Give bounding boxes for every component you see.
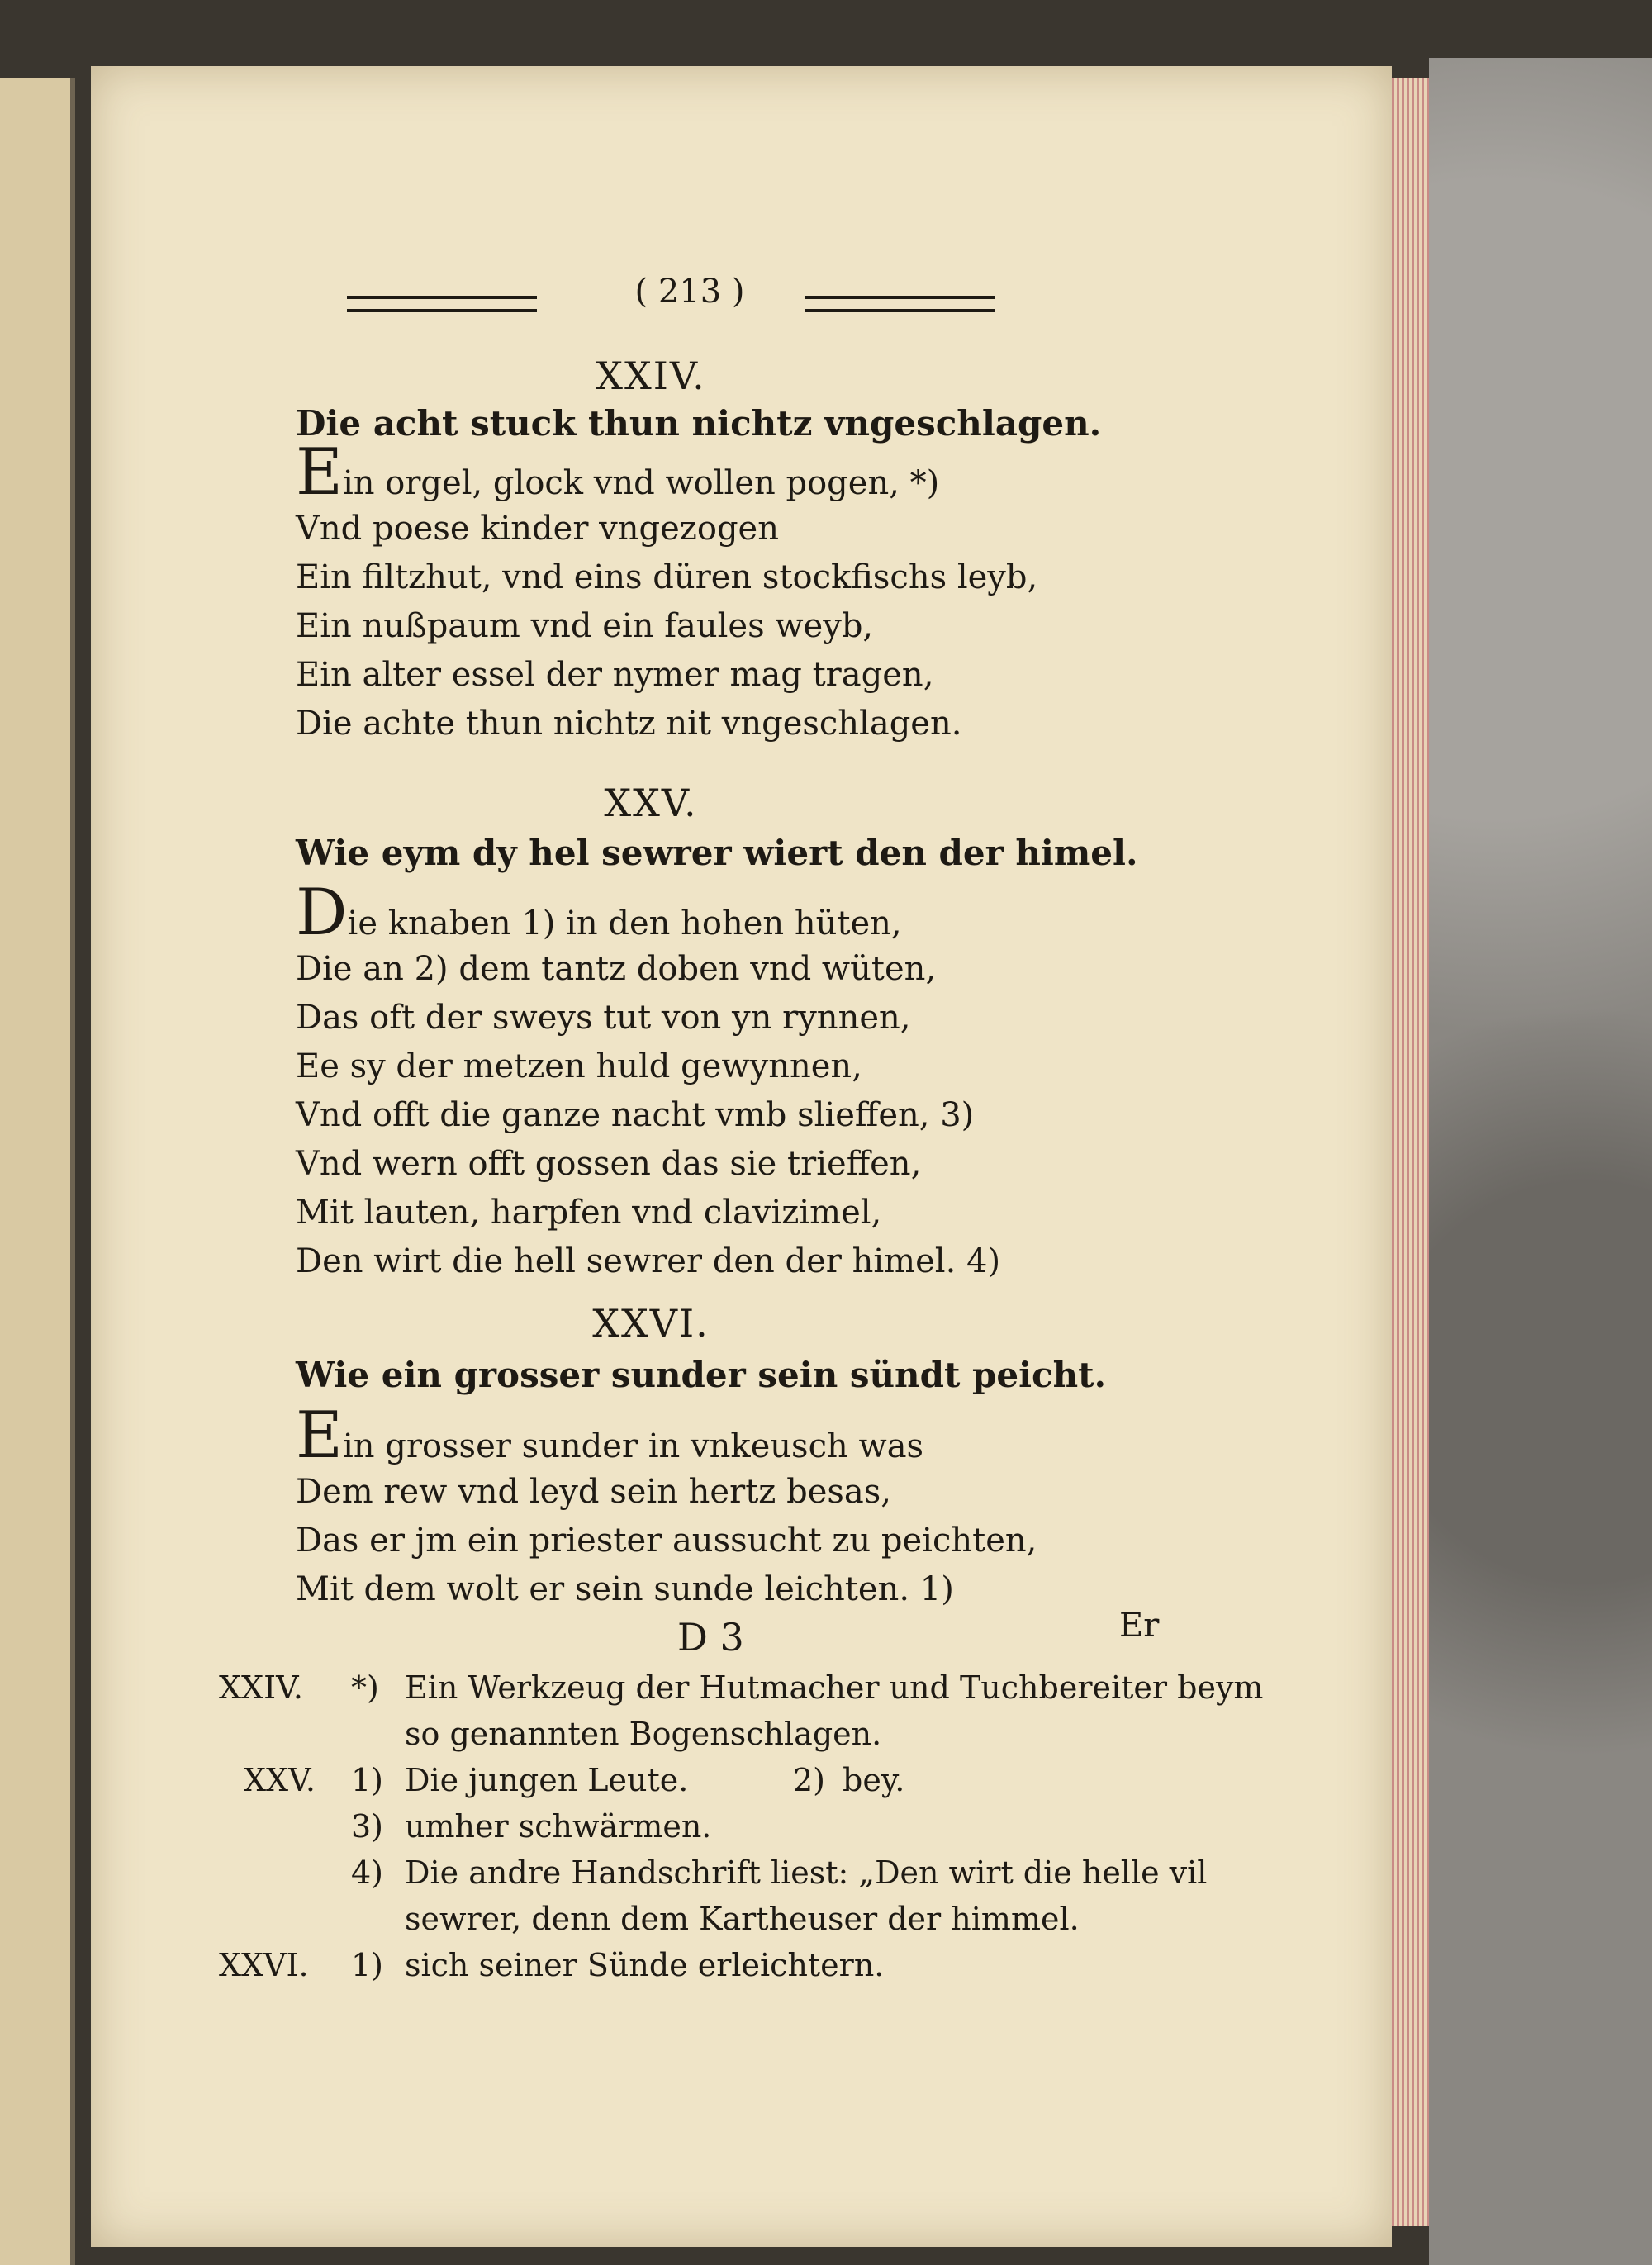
footnote-text: umher schwärmen. xyxy=(405,1808,712,1845)
verse-line: Die knaben 1) in den hohen hüten, xyxy=(296,876,902,950)
section-title: Die acht stuck thun nichtz vngeschlagen. xyxy=(296,403,1102,444)
header-rule-left xyxy=(347,296,537,312)
book-cover xyxy=(1429,58,1652,2265)
footnote-mark: 4) xyxy=(351,1854,384,1891)
footnote-row xyxy=(219,1664,1264,1711)
verse-line: Vnd poese kinder vngezogen xyxy=(296,510,779,548)
footnote-label: XXVI. xyxy=(219,1947,309,1983)
section-number: XXVI. xyxy=(592,1301,710,1346)
verse-line: Das er jm ein priester aussucht zu peichten, xyxy=(296,1522,1037,1560)
footnote-row xyxy=(219,1850,1208,1896)
verse-block xyxy=(296,876,1001,1286)
verse-line: Ein filtzhut, vnd eins düren stockfischs leyb, xyxy=(296,558,1038,596)
footnote-row xyxy=(219,1942,1177,1988)
verse-line: Ein orgel, glock vnd wollen pogen, *) xyxy=(296,435,940,510)
footnote-mark: 3) xyxy=(351,1808,384,1845)
footnote-text: Die andre Handschrift liest: „Den wirt die helle vil xyxy=(405,1854,1208,1891)
verse-line: Das oft der sweys tut von yn rynnen, xyxy=(296,999,911,1037)
footnote-mark: 2) xyxy=(793,1762,826,1798)
verse-line: Dem rew vnd leyd sein hertz besas, xyxy=(296,1473,891,1511)
verse-line: Die achte thun nichtz nit vngeschlagen. xyxy=(296,705,962,743)
footnotes xyxy=(219,1664,1264,1988)
page-number: ( 213 ) xyxy=(634,273,745,311)
footnote-text: bey. xyxy=(843,1762,905,1798)
page-fore-edge xyxy=(1392,78,1429,2226)
footnote-mark: 1) xyxy=(351,1762,384,1798)
section-number: XXV. xyxy=(604,781,698,825)
verse-line: Mit dem wolt er sein sunde leichten. 1) xyxy=(296,1570,954,1608)
footnote-mark: 1) xyxy=(351,1947,384,1983)
footnote-text: Die jungen Leute. xyxy=(405,1762,689,1798)
verse-line: Die an 2) dem tantz doben vnd wüten, xyxy=(296,950,937,988)
section-title: Wie eym dy hel sewrer wiert den der himel. xyxy=(296,833,1138,873)
footnote-label: XXV. xyxy=(244,1762,316,1798)
verse-line: Mit lauten, harpfen vnd clavizimel, xyxy=(296,1194,882,1232)
verse-line: Ein nußpaum vnd ein faules weyb, xyxy=(296,607,874,645)
facing-page-edge xyxy=(0,78,75,2265)
verse-line: Vnd offt die ganze nacht vmb slieffen, 3) xyxy=(296,1096,975,1134)
footnote-row xyxy=(219,1803,1177,1850)
catchword: Er xyxy=(1119,1607,1160,1645)
footnote-mark: *) xyxy=(351,1669,379,1706)
footnote-text: sewrer, denn dem Kartheuser der himmel. xyxy=(405,1901,1080,1937)
page-header xyxy=(347,273,1008,322)
footnote-row xyxy=(219,1757,1177,1803)
footnote-label: XXIV. xyxy=(219,1669,303,1706)
footnote-text: sich seiner Sünde erleichtern. xyxy=(405,1947,885,1983)
footnote-row xyxy=(219,1896,1177,1942)
signature-mark: D 3 xyxy=(677,1615,744,1660)
verse-block xyxy=(296,435,1038,748)
footnote-text: Ein Werkzeug der Hutmacher und Tuchbereiter beym xyxy=(405,1669,1264,1706)
header-rule-right xyxy=(805,296,995,312)
section-number: XXIV. xyxy=(596,354,706,398)
footnote-text: so genannten Bogenschlagen. xyxy=(405,1716,882,1752)
verse-line: Ein alter essel der nymer mag tragen, xyxy=(296,656,934,694)
section-title: Wie ein grosser sunder sein sündt peicht. xyxy=(296,1355,1107,1395)
footnote-row xyxy=(219,1711,1177,1757)
verse-line: Ee sy der metzen huld gewynnen, xyxy=(296,1047,862,1085)
verse-line: Ein grosser sunder in vnkeusch was xyxy=(296,1398,924,1473)
verse-line: Den wirt die hell sewrer den der himel. 4) xyxy=(296,1242,1001,1280)
verse-line: Vnd wern offt gossen das sie trieffen, xyxy=(296,1145,922,1183)
verse-block xyxy=(296,1398,1037,1614)
